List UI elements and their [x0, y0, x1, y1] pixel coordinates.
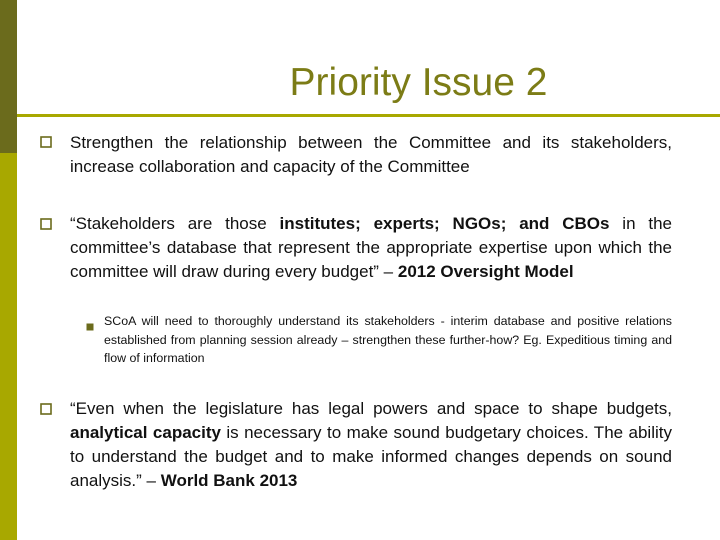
- sub-bullet-text: SCoA will need to thoroughly understand its stakeholders - interim database and positive relations established from planning session already – strengthen these further-how? Eg. Expeditious timing and flow of information: [104, 314, 672, 365]
- hollow-square-icon: [40, 403, 52, 415]
- quote-text: is necessary to make sound budgetary choices. The ability to understand the budget and to make informed changes depends on sound analysis.” –: [70, 423, 672, 490]
- quote-text: “Stakeholders are those: [70, 214, 280, 233]
- quote-text: “Even when the legislature has legal powers and space to shape budgets,: [70, 399, 672, 418]
- filled-square-icon: [86, 318, 94, 326]
- sub-bullet-scoa: [104, 312, 672, 368]
- bullet-strengthen-relationship: [70, 131, 672, 179]
- bullet-world-bank-quote: [70, 397, 672, 493]
- quote-emphasis: institutes; experts; NGOs; and CBOs: [279, 214, 610, 233]
- hollow-square-icon: [40, 218, 52, 230]
- bullet-stakeholders-quote: [70, 212, 672, 284]
- bullet-text: Strengthen the relationship between the Committee and its stakeholders, increase collaboration and capacity of the Committee: [70, 133, 672, 176]
- quote-source: World Bank 2013: [160, 471, 298, 490]
- title-divider: [17, 114, 720, 117]
- quote-source: 2012 Oversight Model: [397, 262, 574, 281]
- sidebar-accent-dark: [0, 0, 17, 153]
- hollow-square-icon: [40, 136, 52, 148]
- quote-text: in the committee’s database that represent the appropriate expertise upon which the committee will draw during every budget” –: [70, 214, 672, 281]
- sidebar-accent-light: [0, 153, 17, 540]
- slide-title: Priority Issue 2: [289, 61, 548, 104]
- quote-emphasis: analytical capacity: [70, 423, 221, 442]
